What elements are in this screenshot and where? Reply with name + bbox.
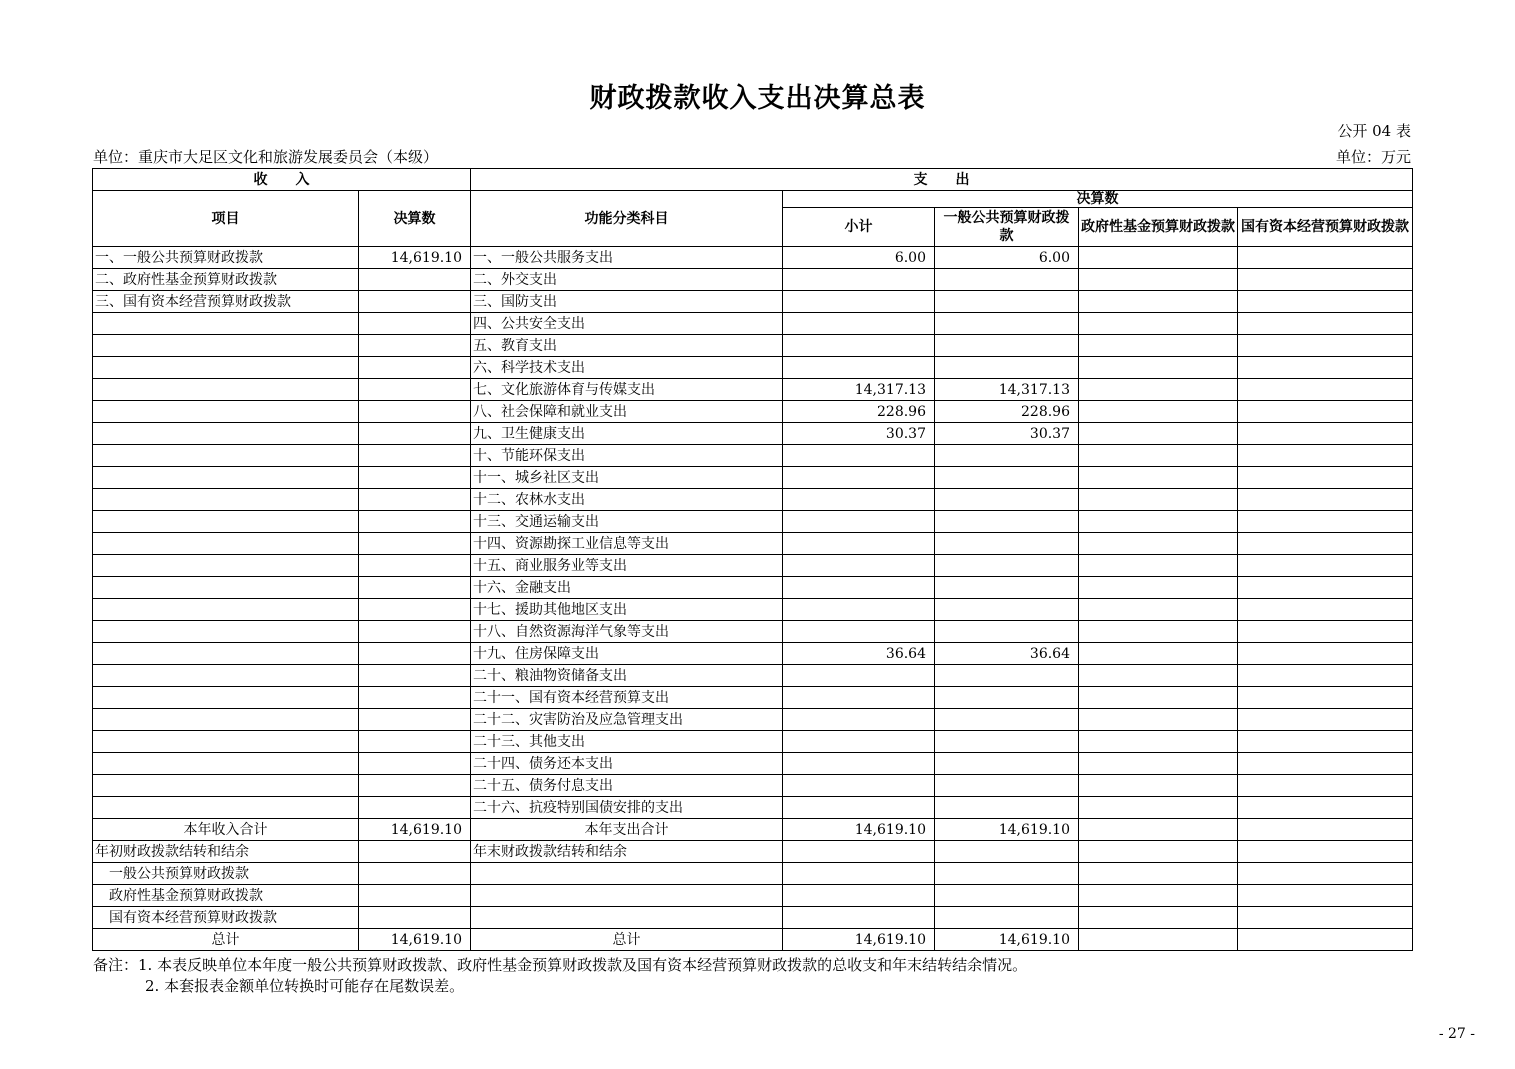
income-item-cell [93,445,359,467]
end-balance-label: 年末财政拨款结转和结余 [471,841,783,863]
grand-total-label-expense: 总计 [471,929,783,951]
state-capital-cell [1238,467,1413,489]
empty-cell [359,885,471,907]
gov-fund-cell [1079,401,1238,423]
grand-income-value: 14,619.10 [359,929,471,951]
state-capital-cell [1238,335,1413,357]
subtotal-cell [783,335,935,357]
income-value-cell [359,555,471,577]
gov-fund-cell [1079,291,1238,313]
expense-item-cell: 三、国防支出 [471,291,783,313]
table-row [93,401,1413,423]
income-item-cell [93,665,359,687]
income-item-cell [93,357,359,379]
income-value-cell: 14,619.10 [359,247,471,269]
income-value-cell [359,797,471,819]
empty-cell [1079,907,1238,929]
subtotal-cell [783,445,935,467]
subtotal-cell [783,291,935,313]
empty-cell [935,841,1079,863]
subtotal-cell [783,709,935,731]
expense-item-cell: 十三、交通运输支出 [471,511,783,533]
general-cell [935,445,1079,467]
general-cell [935,291,1079,313]
empty-cell [471,885,783,907]
income-item-cell [93,621,359,643]
state-capital-cell [1238,401,1413,423]
expense-item-cell: 二十五、债务付息支出 [471,775,783,797]
balance-sub-row [93,907,1413,929]
grand-subtotal-value: 14,619.10 [783,929,935,951]
year-income-value: 14,619.10 [359,819,471,841]
income-item-cell [93,775,359,797]
gov-fund-cell [1079,577,1238,599]
expense-item-cell: 五、教育支出 [471,335,783,357]
income-item-cell: 一、一般公共预算财政拨款 [93,247,359,269]
empty-cell [359,863,471,885]
expense-item-cell: 二、外交支出 [471,269,783,291]
general-cell: 6.00 [935,247,1079,269]
func-class-header: 功能分类科目 [471,191,783,247]
income-item-cell [93,335,359,357]
income-item-cell [93,753,359,775]
subtotal-cell [783,599,935,621]
empty-cell [783,907,935,929]
state-capital-cell [1238,577,1413,599]
state-capital-cell [1238,423,1413,445]
subtotal-cell [783,577,935,599]
income-item-cell [93,599,359,621]
expense-item-cell: 十二、农林水支出 [471,489,783,511]
table-row [93,445,1413,467]
income-value-cell [359,489,471,511]
page-title: 财政拨款收入支出决算总表 [589,83,926,114]
note-line-1: 备注：1. 本表反映单位本年度一般公共预算财政拨款、政府性基金预算财政拨款及国有资本经营预算财政拨款的总收支和年末结转结余情况。 [93,956,1028,974]
income-value-cell [359,269,471,291]
expense-item-cell: 十四、资源勘探工业信息等支出 [471,533,783,555]
gov-fund-header: 政府性基金预算财政拨款 [1079,208,1238,247]
income-item-cell [93,379,359,401]
state-capital-cell [1238,533,1413,555]
general-cell: 36.64 [935,643,1079,665]
budget-table [92,168,1413,951]
empty-cell [1238,907,1413,929]
gov-fund-cell [1079,533,1238,555]
table-row [93,775,1413,797]
general-cell [935,269,1079,291]
income-value-cell [359,313,471,335]
empty-cell [1079,863,1238,885]
empty-cell [1238,841,1413,863]
gov-fund-cell [1079,511,1238,533]
income-value-cell [359,775,471,797]
income-value-cell [359,731,471,753]
begin-balance-sub-label: 政府性基金预算财政拨款 [93,885,359,907]
item-header: 项目 [93,191,359,247]
general-cell [935,621,1079,643]
general-cell [935,489,1079,511]
year-expense-general: 14,619.10 [935,819,1079,841]
table-row [93,489,1413,511]
balance-sub-row [93,885,1413,907]
subtotal-cell: 14,317.13 [783,379,935,401]
header-row-2 [93,191,1413,208]
state-capital-cell [1238,489,1413,511]
balance-sub-row [93,863,1413,885]
empty-cell [1238,819,1413,841]
gov-fund-cell [1079,269,1238,291]
empty-cell [935,907,1079,929]
expense-item-cell: 二十四、债务还本支出 [471,753,783,775]
general-cell [935,797,1079,819]
general-cell [935,511,1079,533]
state-capital-cell [1238,445,1413,467]
gov-fund-cell [1079,379,1238,401]
table-row [93,313,1413,335]
general-cell: 30.37 [935,423,1079,445]
subtotal-cell [783,533,935,555]
reporting-unit: 单位：重庆市大足区文化和旅游发展委员会（本级） [93,148,439,166]
empty-cell [783,863,935,885]
subtotal-cell: 30.37 [783,423,935,445]
income-value-cell [359,687,471,709]
income-item-cell [93,467,359,489]
income-value-cell [359,577,471,599]
income-value-cell [359,423,471,445]
general-cell [935,577,1079,599]
income-item-cell [93,577,359,599]
subtotal-cell [783,775,935,797]
table-row [93,731,1413,753]
gov-fund-cell [1079,643,1238,665]
grand-total-row [93,929,1413,951]
year-income-label: 本年收入合计 [93,819,359,841]
income-value-cell [359,379,471,401]
subtotal-cell [783,489,935,511]
state-capital-cell [1238,731,1413,753]
begin-balance-label: 年初财政拨款结转和结余 [93,841,359,863]
income-item-cell [93,511,359,533]
general-cell [935,599,1079,621]
income-value-cell [359,599,471,621]
table-row [93,797,1413,819]
subtotal-cell [783,357,935,379]
table-row [93,511,1413,533]
table-row [93,643,1413,665]
expense-item-cell: 七、文化旅游体育与传媒支出 [471,379,783,401]
year-expense-label: 本年支出合计 [471,819,783,841]
empty-cell [471,863,783,885]
empty-cell [471,907,783,929]
income-item-cell [93,555,359,577]
subtotal-cell: 6.00 [783,247,935,269]
state-capital-cell [1238,247,1413,269]
gov-fund-cell [1079,665,1238,687]
income-item-cell [93,731,359,753]
subtotal-cell [783,467,935,489]
begin-balance-sub-label: 国有资本经营预算财政拨款 [93,907,359,929]
gov-fund-cell [1079,247,1238,269]
income-item-cell [93,797,359,819]
income-item-cell [93,313,359,335]
subtotal-cell [783,753,935,775]
general-cell [935,555,1079,577]
empty-cell [783,841,935,863]
table-row [93,467,1413,489]
gov-fund-cell [1079,335,1238,357]
income-item-cell [93,643,359,665]
income-value-cell [359,709,471,731]
income-item-cell [93,423,359,445]
empty-cell [935,885,1079,907]
gov-fund-cell [1079,467,1238,489]
income-value-cell [359,621,471,643]
table-row [93,665,1413,687]
gov-fund-cell [1079,489,1238,511]
empty-cell [359,841,471,863]
gov-fund-cell [1079,797,1238,819]
gov-fund-cell [1079,357,1238,379]
empty-cell [1079,819,1238,841]
subtotal-cell: 36.64 [783,643,935,665]
state-capital-cell [1238,313,1413,335]
expense-item-cell: 九、卫生健康支出 [471,423,783,445]
subtotal-cell [783,665,935,687]
subtotal-cell [783,269,935,291]
income-value-cell [359,467,471,489]
general-header: 一般公共预算财政拨款 [935,208,1079,247]
income-item-cell [93,687,359,709]
gov-fund-cell [1079,313,1238,335]
expense-item-cell: 二十、粮油物资储备支出 [471,665,783,687]
year-total-row [93,819,1413,841]
income-value-cell [359,533,471,555]
state-capital-cell [1238,555,1413,577]
gov-fund-cell [1079,555,1238,577]
page-number: - 27 - [1438,1026,1475,1042]
general-cell [935,313,1079,335]
grand-total-label: 总计 [93,929,359,951]
subtotal-cell [783,797,935,819]
general-cell [935,775,1079,797]
table-row [93,687,1413,709]
income-value-cell [359,643,471,665]
income-item-cell: 三、国有资本经营预算财政拨款 [93,291,359,313]
gov-fund-cell [1079,709,1238,731]
gov-fund-cell [1079,731,1238,753]
state-capital-cell [1238,357,1413,379]
expense-item-cell: 二十三、其他支出 [471,731,783,753]
table-row [93,599,1413,621]
state-capital-header: 国有资本经营预算财政拨款 [1238,208,1413,247]
currency-unit: 单位：万元 [1335,148,1411,166]
expense-item-cell: 十五、商业服务业等支出 [471,555,783,577]
general-cell [935,533,1079,555]
state-capital-cell [1238,621,1413,643]
subtotal-cell: 228.96 [783,401,935,423]
expense-item-cell: 十六、金融支出 [471,577,783,599]
income-item-cell [93,489,359,511]
general-cell: 228.96 [935,401,1079,423]
table-row [93,621,1413,643]
empty-cell [783,885,935,907]
expense-item-cell: 四、公共安全支出 [471,313,783,335]
gov-fund-cell [1079,599,1238,621]
empty-cell [1238,885,1413,907]
subtotal-cell [783,687,935,709]
subtotal-header: 小计 [783,208,935,247]
balance-row [93,841,1413,863]
general-cell [935,687,1079,709]
income-value-cell [359,665,471,687]
form-number: 公开 04 表 [1337,122,1411,140]
income-header: 收 入 [93,169,471,191]
income-value-cell [359,335,471,357]
state-capital-cell [1238,511,1413,533]
grand-general-value: 14,619.10 [935,929,1079,951]
expense-item-cell: 十九、住房保障支出 [471,643,783,665]
state-capital-cell [1238,599,1413,621]
state-capital-cell [1238,709,1413,731]
income-value-cell [359,511,471,533]
table-row [93,247,1413,269]
table-row [93,577,1413,599]
income-value-cell [359,445,471,467]
empty-cell [1238,929,1413,951]
empty-cell [935,863,1079,885]
empty-cell [1238,863,1413,885]
table-row [93,379,1413,401]
expense-item-cell: 十八、自然资源海洋气象等支出 [471,621,783,643]
note-line-2: 2. 本套报表金额单位转换时可能存在尾数误差。 [145,977,465,995]
expense-item-cell: 十七、援助其他地区支出 [471,599,783,621]
gov-fund-cell [1079,753,1238,775]
state-capital-cell [1238,665,1413,687]
income-value-cell [359,357,471,379]
begin-balance-sub-label: 一般公共预算财政拨款 [93,863,359,885]
state-capital-cell [1238,379,1413,401]
subtotal-cell [783,731,935,753]
state-capital-cell [1238,291,1413,313]
expense-item-cell: 六、科学技术支出 [471,357,783,379]
general-cell [935,665,1079,687]
table-row [93,533,1413,555]
general-cell [935,731,1079,753]
gov-fund-cell [1079,775,1238,797]
gov-fund-cell [1079,621,1238,643]
table-row [93,291,1413,313]
general-cell: 14,317.13 [935,379,1079,401]
subtotal-cell [783,313,935,335]
table-row [93,753,1413,775]
budget-header: 决算数 [359,191,471,247]
notes [93,955,1027,997]
subtotal-cell [783,555,935,577]
income-value-cell [359,753,471,775]
state-capital-cell [1238,269,1413,291]
empty-cell [1079,929,1238,951]
expense-item-cell: 十、节能环保支出 [471,445,783,467]
table-row [93,555,1413,577]
expense-item-cell: 八、社会保障和就业支出 [471,401,783,423]
general-cell [935,753,1079,775]
gov-fund-cell [1079,687,1238,709]
year-expense-subtotal: 14,619.10 [783,819,935,841]
income-item-cell: 二、政府性基金预算财政拨款 [93,269,359,291]
state-capital-cell [1238,643,1413,665]
state-capital-cell [1238,687,1413,709]
expense-item-cell: 一、一般公共服务支出 [471,247,783,269]
table-row [93,335,1413,357]
gov-fund-cell [1079,445,1238,467]
general-cell [935,357,1079,379]
subtotal-cell [783,621,935,643]
table-row [93,709,1413,731]
state-capital-cell [1238,753,1413,775]
table-row [93,269,1413,291]
income-value-cell [359,401,471,423]
state-capital-cell [1238,775,1413,797]
general-cell [935,335,1079,357]
income-item-cell [93,533,359,555]
income-item-cell [93,709,359,731]
empty-cell [1079,885,1238,907]
empty-cell [1079,841,1238,863]
expense-item-cell: 十一、城乡社区支出 [471,467,783,489]
expense-header: 支 出 [471,169,1413,191]
income-item-cell [93,401,359,423]
income-value-cell [359,291,471,313]
gov-fund-cell [1079,423,1238,445]
header-row-1 [93,169,1413,191]
general-cell [935,467,1079,489]
expense-item-cell: 二十二、灾害防治及应急管理支出 [471,709,783,731]
general-cell [935,709,1079,731]
expense-item-cell: 二十一、国有资本经营预算支出 [471,687,783,709]
empty-cell [359,907,471,929]
table-row [93,423,1413,445]
table-row [93,357,1413,379]
expense-item-cell: 二十六、抗疫特别国债安排的支出 [471,797,783,819]
state-capital-cell [1238,797,1413,819]
budget2-header: 决算数 [783,191,1413,208]
subtotal-cell [783,511,935,533]
